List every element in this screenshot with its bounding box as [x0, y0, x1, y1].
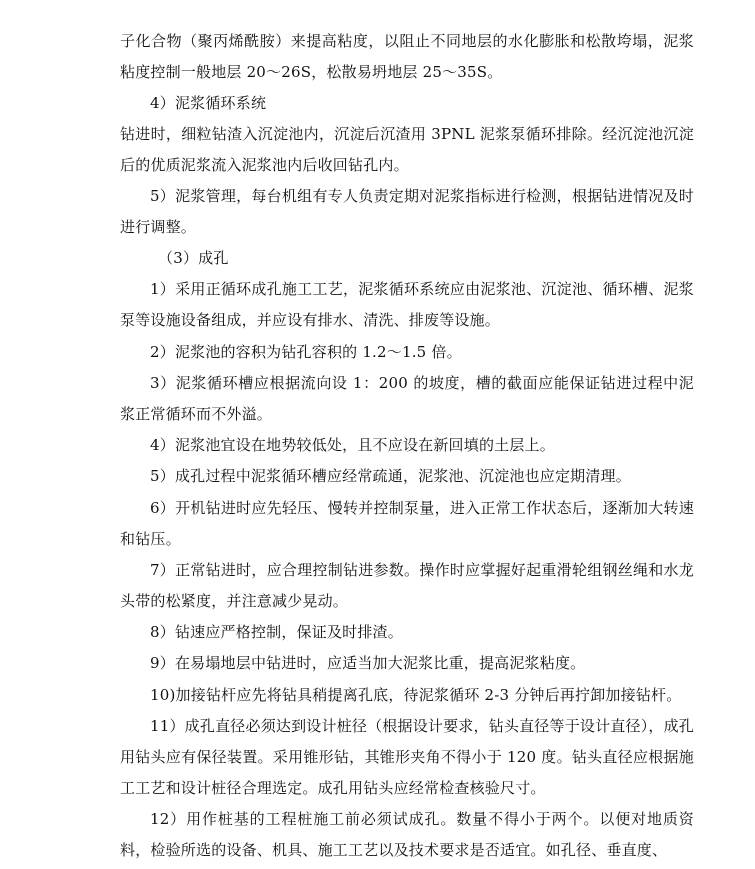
paragraph-7: 3）泥浆循环槽应根据流向设 1：200 的坡度，槽的截面应能保证钻进过程中泥浆正常循环而不外溢。: [120, 374, 694, 423]
paragraph-2: 4）泥浆循环系统: [150, 94, 267, 112]
paragraph-3: 钻进时，细粒钻渣入沉淀池内，沉淀后沉渣用 3PNL 泥浆泵循环排除。经沉淀池沉淀后的优质泥浆流入泥浆池内后收回钻孔内。: [120, 125, 694, 174]
paragraph-6: 2）泥浆池的容积为钻孔容积的 1.2～1.5 倍。: [150, 343, 462, 361]
paragraph-11: 7）正常钻进时，应合理控制钻进参数。操作时应掌握好起重滑轮组钢丝绳和水龙头带的松紧度，并注意减少晃动。: [120, 561, 694, 610]
paragraph-8: 4）泥浆池宜设在地势较低处，且不应设在新回填的土层上。: [150, 436, 555, 454]
section-heading: （3）成孔: [158, 249, 229, 267]
paragraph-14: 10)加接钻杆应先将钻具稍提离孔底，待泥浆循环 2-3 分钟后再拧卸加接钻杆。: [150, 686, 682, 704]
paragraph-15: 11）成孔直径必须达到设计桩径（根据设计要求，钻头直径等于设计直径），成孔用钻头应有保径装置。采用锥形钻，其锥形夹角不得小于 120 度。钻头直径应根据施工工艺和设计桩径合理选定。成孔用钻头应经常检查核验尺寸。: [120, 717, 694, 797]
paragraph-4: 5）泥浆管理，每台机组有专人负责定期对泥浆指标进行检测，根据钻进情况及时进行调整。: [120, 187, 694, 236]
paragraph-9: 5）成孔过程中泥浆循环槽应经常疏通，泥浆池、沉淀池也应定期清理。: [150, 467, 631, 485]
paragraph-10: 6）开机钻进时应先轻压、慢转并控制泵量，进入正常工作状态后，逐渐加大转速和钻压。: [120, 499, 694, 548]
paragraph-12: 8）钻速应严格控制，保证及时排渣。: [150, 623, 403, 641]
paragraph-1: 子化合物（聚丙烯酰胺）来提高粘度，以阻止不同地层的水化膨胀和松散垮塌，泥浆粘度控制一般地层 20～26S，松散易坍地层 25～35S。: [120, 32, 694, 81]
paragraph-16: 12）用作桩基的工程桩施工前必须试成孔。数量不得小于两个。以便对地质资料，检验所选的设备、机具、施工工艺以及技术要求是否适宜。如孔径、垂直度、: [120, 810, 694, 859]
paragraph-13: 9）在易塌地层中钻进时，应适当加大泥浆比重，提高泥浆粘度。: [150, 654, 586, 672]
paragraph-5: 1）采用正循环成孔施工工艺，泥浆循环系统应由泥浆池、沉淀池、循环槽、泥浆泵等设施设备组成，并应设有排水、清洗、排废等设施。: [120, 280, 694, 329]
